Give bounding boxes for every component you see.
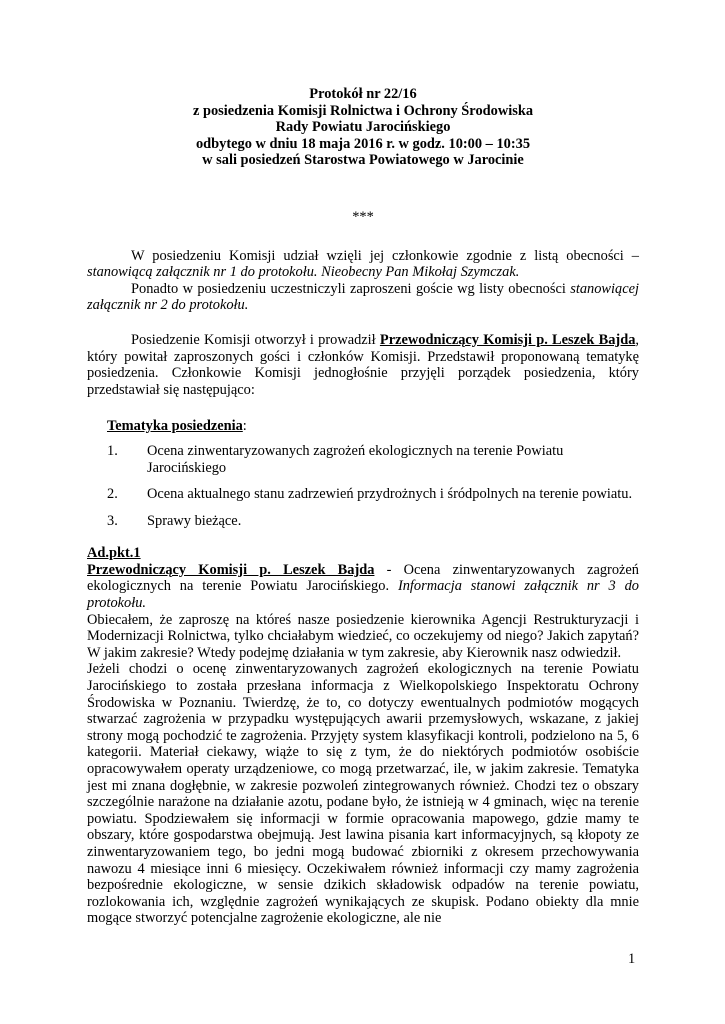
agenda-item bbox=[107, 443, 639, 476]
agenda-item bbox=[107, 486, 639, 503]
guests-italic: stanowiącej załącznik nr 2 do protokołu. bbox=[87, 280, 639, 314]
body-paragraph-2: Jeżeli chodzi o ocenę zinwentaryzowanych zagrożeń ekologicznych na terenie Powiatu Jarocińskiego to została przesłana informacja z Wielkopolskiego Inspektoratu Ochrony Środowiska w Poznaniu. Twierdzę, że to, co dotyczy ewentualnych podmiotów mogących stwarzać zagrożenia w przypadku występujących awarii przemysłowych, wskazane, z jakiej strony mogą pochodzić te zagrożenia. Przyjęty system klasyfikacji kontroli, podzielono na 5, 6 kategorii. Materiał ciekawy, wiąże to się z tym, że do niektórych podmiotów osobiście opracowywałem operaty urządzeniowe, co mogą przetwarzać, ile, w jakim zakresie. Tematyka jest mi znana dogłębnie, w zakresie pozwoleń zintegrowanych również. Chodzi tez o obszary szczególnie narażone na działanie azotu, podane było, że istnieją w 4 gminach, więc na terenie powiatu. Spodziewałem się informacji w formie opracowania mapowego, gdzie mamy te obszary, które gospodarstwa obejmują. Jest lawina pisania kart informacyjnych, są kłopoty ze zinwentaryzowaniem tego, bo jedni mogą budować zbiorniki z okresem przechowywania nawozu 4 miesiące inni 6 miesięcy. Oczekiwałem również informacji czy mamy zagrożenia bezpośrednie ekologiczne, w sensie dzikich składowisk odpadów na terenie powiatu, rozlokowania ich, względnie zagrożeń wynikających ze skupisk. Podano obiekty dla mnie mogące stworzyć potencjalne zagrożenie ekologiczne, ale nie bbox=[87, 661, 639, 927]
attendance-paragraph bbox=[87, 248, 639, 281]
agenda-point-1-intro-text: - Ocena zinwentaryzowanych zagrożeń ekologicznych na terenie Powiatu Jarocińskiego. bbox=[87, 561, 639, 595]
meeting-date: odbytego w dniu 18 maja 2016 r. w godz. 10:00 – 10:35 bbox=[195, 135, 531, 152]
agenda-point-1-intro bbox=[87, 562, 639, 612]
agenda-item-text: Ocena aktualnego stanu zadrzewień przydrożnych i śródpolnych na terenie powiatu. bbox=[147, 486, 633, 503]
council-name: Rady Powiatu Jarocińskiego bbox=[275, 119, 451, 136]
agenda-item-number: 2. bbox=[107, 486, 118, 503]
attendance-italic: stanowiącą załącznik nr 1 do protokołu. Nieobecny Pan Mikołaj Szymczak. bbox=[87, 264, 520, 281]
body-paragraph-1: Obiecałem, że zaproszę na któreś nasze posiedzenie kierownika Agencji Restrukturyzacji i Modernizacji Rolnictwa, tylko chciałabym wiedzieć, co oczekujemy od niego? Jakich zapytań? W jakim zakresie? Wtedy podejmę działania w tym zakresie, aby Kierownik nasz odwiedził. bbox=[87, 611, 639, 661]
agenda-item bbox=[107, 513, 639, 530]
committee-name: z posiedzenia Komisji Rolnictwa i Ochrony Środowiska bbox=[192, 102, 534, 119]
agenda-heading-colon: : bbox=[242, 418, 247, 435]
agenda-heading-label: Tematyka posiedzenia bbox=[107, 418, 243, 435]
protocol-number: Protokół nr 22/16 bbox=[309, 86, 417, 102]
protocol-header bbox=[87, 86, 639, 169]
agenda-item-number: 1. bbox=[107, 442, 118, 459]
opening-post: , który powitał zaproszonych gości i członków Komisji. Przedstawił proponowaną tematykę posiedzenia. Członkowie Komisji jednogłośnie przyjęli porządek posiedzenia, który przedstawiał się następująco: bbox=[87, 331, 639, 398]
agenda-item-number: 3. bbox=[107, 512, 118, 529]
agenda-point-1-label: Ad.pkt.1 bbox=[87, 545, 141, 562]
agenda-item-text: Ocena zinwentaryzowanych zagrożeń ekologicznych na terenie Powiatu Jarocińskiego bbox=[147, 442, 564, 476]
guests-paragraph bbox=[87, 281, 639, 314]
opening-paragraph bbox=[87, 332, 639, 398]
chairman-name: Przewodniczący Komisji p. Leszek Bajda bbox=[379, 331, 636, 348]
agenda-item-text: Sprawy bieżące. bbox=[147, 512, 242, 529]
meeting-location: w sali posiedzeń Starostwa Powiatowego w Jarocinie bbox=[202, 152, 524, 169]
agenda-point-1-attachment: Informacja stanowi załącznik nr 3 do protokołu. bbox=[87, 578, 639, 612]
speaker-name: Przewodniczący Komisji p. Leszek Bajda bbox=[87, 561, 375, 578]
opening-pre: Posiedzenie Komisji otworzył i prowadził bbox=[131, 331, 380, 348]
guests-text: Ponadto w posiedzeniu uczestniczyli zaproszeni goście wg listy obecności bbox=[131, 280, 571, 297]
document-page bbox=[87, 86, 639, 927]
separator: *** bbox=[352, 208, 374, 225]
page-number: 1 bbox=[628, 951, 636, 967]
attendance-text: W posiedzeniu Komisji udział wzięli jej członkowie zgodnie z listą obecności – bbox=[131, 247, 639, 264]
agenda-heading bbox=[107, 418, 639, 435]
agenda-list bbox=[87, 443, 639, 529]
